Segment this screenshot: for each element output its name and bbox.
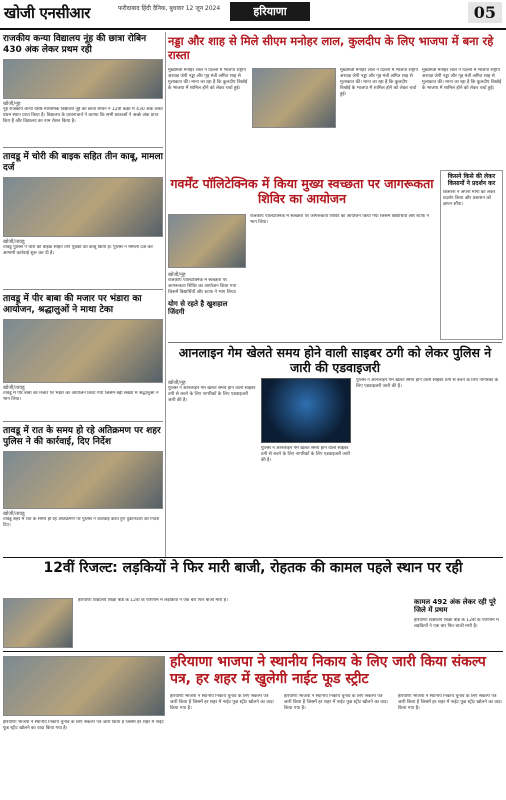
story-photo [3,319,163,383]
story-body: नूंह राजकीय कन्या वरिष्ठ माध्यमिक विद्यालय नूंह की छात्रा रोबिन ने 12वीं कक्षा में 430 अंक लेकर प्रथम स्थान प्राप्त किया है। विद्यालय के प्रधानाचार्य ने बताया कि सभी छात्राओं ने अच्छे अंक प्राप्त किए हैं और विद्यालय का नाम रोशन किया है। [3,107,163,124]
story-byline: खोजी/तावडू [3,511,25,517]
story-body: तावडू पुलिस ने चोरी की बाइक सहित तीन युवकों को काबू किया है। पुलिस ने मामला दर्ज कर आगामी कार्रवाई शुरू कर दी है। [3,245,153,256]
cyber-body: पुलिस ने ऑनलाइन गेम खेलते समय होने वाली साइबर ठगी से बचने के लिए नागरिकों के लिए एडवाइजरी जारी की है। [168,386,256,403]
bjp-body: हरियाणा भाजपा ने स्थानीय निकाय चुनाव के लिए संकल्प पत्र जारी किया है जिसमें हर शहर में नाईट फूड स्ट्रीट खोलने का वादा किया गया है। [3,720,164,731]
story-headline: तावडू में पीर बाबा की मजार पर भंडारा का आयोजन, श्रद्धालुओं ने माथा टेका [3,294,142,315]
hacker-photo [261,378,351,443]
polytechnic-photo [168,214,246,268]
bjp-photo [3,656,165,716]
lead-headline: नड्डा और शाह से मिले सीएम मनोहर लाल, कुलदीप के लिए भाजपा में बना रहे रास्ता [168,34,494,62]
story-byline: खोजी/नूंह [3,101,21,107]
side-box-headline: किसने किसे की लेकर किसानों ने प्रदर्शन कर [447,173,496,187]
polytechnic-subhead: योग से रहते है खुशहाल जिंदगी [168,300,228,316]
divider [3,289,163,290]
story-body: तावडू में पीर बाबा की मजार पर भंडारे का आयोजन किया गया जिसमें बड़ी संख्या में श्रद्धालुओं ने भाग लिया। [3,391,159,402]
divider [3,421,163,422]
side-box-body: किसानों ने अपनी मांगों को लेकर प्रदर्शन किया और प्रशासन को ज्ञापन सौंपा। [443,190,496,207]
masthead [0,0,506,30]
story-bhandara [3,294,163,417]
divider [3,557,503,558]
lead-photo [252,68,336,128]
story-body: तावडू शहर में रात के समय हो रहे अतिक्रमण पर पुलिस ने कार्रवाई करते हुए दुकानदारों को निर्देश दिए। [3,517,160,528]
polytechnic-body-continued: राजकीय पॉलिटेक्निक में स्वच्छता पर जागरूकता शिविर का आयोजन किया गया जिसमें विद्यार्थियों और स्टाफ ने भाग लिया। [250,214,430,225]
column-divider [165,32,166,557]
story-bike-theft [3,152,163,285]
story-byline: खोजी/तावडू [3,385,25,391]
result-side-headline: कामल 492 अंक लेकर रही पूरे जिले में प्रथम [414,598,496,614]
divider [3,147,163,148]
page-number: 05 [468,2,502,23]
story-headline: राजकीय कन्या विद्यालय नूंह की छात्रा रोबिन 430 अंक लेकर प्रथम रही [3,34,147,55]
story-headline: तावडू में चोरी की बाइक सहित तीन काबू, मामला दर्ज [3,152,163,173]
cyber-byline: खोजी/नूंह [168,380,186,386]
lead-body: मुख्यमंत्री मनोहर लाल ने दिल्ली में भाजपा राष्ट्रीय अध्यक्ष जेपी नड्डा और गृह मंत्री अमित शाह से मुलाकात की। माना जा रहा है कि कुलदीप बिश्नोई के भाजपा में शामिल होने को लेकर चर्चा हुई। [168,68,248,91]
cyber-headline: आनलाइन गेम खेलते समय होने वाली साइबर ठगी को लेकर पुलिस ने जारी की एडवाइजरी [178,345,492,375]
polytechnic-byline: खोजी/नूंह [168,272,186,278]
cyber-body-continued: पुलिस ने ऑनलाइन गेम खेलते समय होने वाली साइबर ठगी से बचने के लिए नागरिकों के लिए एडवाइजरी जारी की है। [261,446,350,463]
divider [3,651,503,652]
story-photo [3,59,163,99]
story-headline: तावडू में रात के समय हो रहे अतिक्रमण पर शहर पुलिस ने की कार्रवाई, दिए निर्देश [3,426,161,447]
bjp-body-continued: हरियाणा भाजपा ने स्थानीय निकाय चुनाव के लिए संकल्प पत्र जारी किया है जिसमें हर शहर में नाईट फूड स्ट्रीट खोलने का वादा किया गया है। [170,694,274,711]
left-column [3,34,163,557]
result-side-body: हरियाणा विद्यालय शिक्षा बोर्ड के 12वीं के परिणाम में लड़कियों ने एक बार फिर बाजी मारी है। [414,618,499,629]
result-headline: 12वीं रिजल्ट: लड़कियों ने फिर मारी बाजी, रोहतक की कामल पहले स्थान पर रही [43,560,463,576]
story-photo [3,177,163,237]
result-body: हरियाणा विद्यालय शिक्षा बोर्ड के 12वीं के परिणाम में लड़कियों ने एक बार फिर बाजी मारी है। [78,598,228,603]
result-photo [3,598,73,648]
story-byline: खोजी/तावडू [3,239,25,245]
section-name: हरियाणा [230,2,310,21]
bjp-headline: हरियाणा भाजपा ने स्थानीय निकाय के लिए जारी किया संकल्प पत्र, हर शहर में खुलेगी नाईट फूड स्ट्रीट [170,654,486,687]
divider [168,342,502,343]
bjp-body-continued-2: हरियाणा भाजपा ने स्थानीय निकाय चुनाव के लिए संकल्प पत्र जारी किया है जिसमें हर शहर में नाईट फूड स्ट्रीट खोलने का वादा किया गया है। [284,694,388,711]
cyber-body-end: पुलिस ने ऑनलाइन गेम खेलते समय होने वाली साइबर ठगी से बचने के लिए नागरिकों के लिए एडवाइजरी जारी की है। [356,378,499,389]
story-encroachment [3,426,163,539]
story-robin [3,34,163,143]
dateline: फरीदाबाद हिंदी दैनिक, बुधवार 12 जून 2024 [118,5,221,12]
polytechnic-body: राजकीय पॉलिटेक्निक में स्वच्छता पर जागरूकता शिविर का आयोजन किया गया जिसमें विद्यार्थियों और स्टाफ ने भाग लिया। [168,278,237,295]
bjp-body-end: हरियाणा भाजपा ने स्थानीय निकाय चुनाव के लिए संकल्प पत्र जारी किया है जिसमें हर शहर में नाईट फूड स्ट्रीट खोलने का वादा किया गया है। [398,694,502,711]
lead-body-end: मुख्यमंत्री मनोहर लाल ने दिल्ली में भाजपा राष्ट्रीय अध्यक्ष जेपी नड्डा और गृह मंत्री अमित शाह से मुलाकात की। माना जा रहा है कि कुलदीप बिश्नोई के भाजपा में शामिल होने को लेकर चर्चा हुई। [422,68,502,91]
side-box [440,170,503,340]
story-photo [3,451,163,509]
lead-body-continued: मुख्यमंत्री मनोहर लाल ने दिल्ली में भाजपा राष्ट्रीय अध्यक्ष जेपी नड्डा और गृह मंत्री अमित शाह से मुलाकात की। माना जा रहा है कि कुलदीप बिश्नोई के भाजपा में शामिल होने को लेकर चर्चा हुई। [340,68,418,97]
polytechnic-headline: गवर्मेंट पॉलिटेक्निक में किया मुख्य स्वच्छता पर जागरूकता शिविर का आयोजन [170,176,434,206]
newspaper-brand: खोजी एनसीआर [4,4,91,22]
